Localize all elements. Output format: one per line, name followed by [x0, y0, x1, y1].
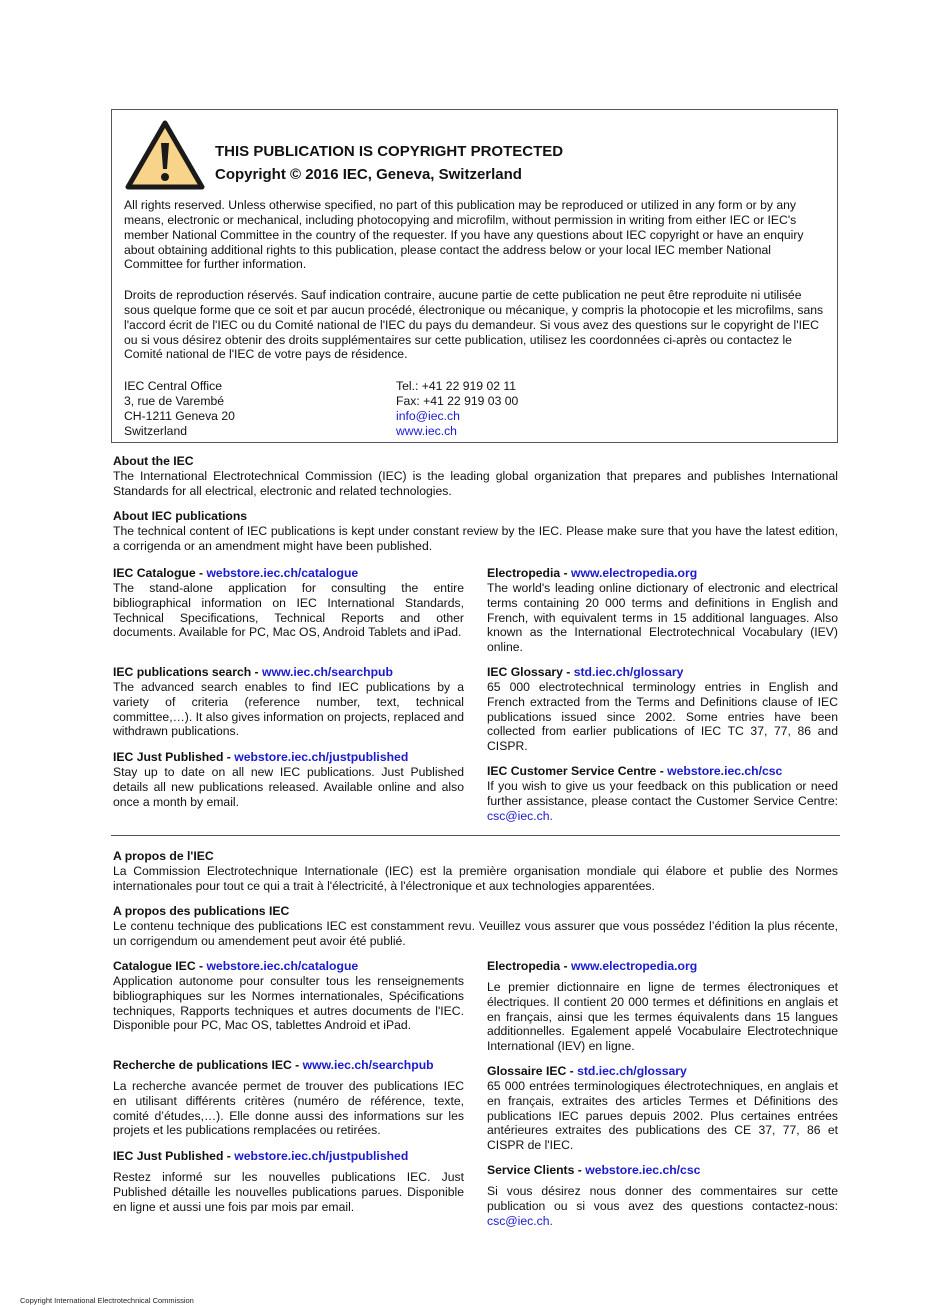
copyright-subtitle: Copyright © 2016 IEC, Geneva, Switzerland	[215, 166, 522, 183]
csc-link[interactable]: webstore.iec.ch/csc	[667, 764, 783, 778]
body: If you wish to give us your feedback on this publication or need further assistance, please contact the Customer Service Centre:	[487, 778, 838, 808]
body: The world's leading online dictionary of electronic and electrical terms containing 20 000 terms and definitions in English and French, with equivalent terms in 15 additional languages. Also known as the International Electrotechnical Vocabulary (IEV) online.	[487, 580, 838, 655]
heading: Service Clients -	[487, 1163, 586, 1177]
fr-searchpub	[113, 1058, 464, 1138]
fr-electropedia	[487, 959, 838, 1054]
copyright-text-en: All rights reserved. Unless otherwise specified, no part of this publication may be reproduced or utilized in any form or by any means, electronic or mechanical, including photocopying and microfilm, without permission in writing from either IEC or IEC's member National Committee in the country of the requester. If you have any questions about IEC copyright or have an enquiry about obtaining additional rights to this publication, please contact the address below or your local IEC member National Committee for further information.	[124, 198, 804, 272]
en-electropedia	[487, 566, 838, 655]
contact	[396, 379, 518, 438]
heading: IEC Just Published -	[113, 1149, 235, 1163]
fr-catalogue	[113, 959, 464, 1033]
body: Si vous désirez nous donner des commentaires sur cette publication ou si vous avez des questions contactez-nous:	[487, 1183, 838, 1213]
heading: Catalogue IEC -	[113, 959, 207, 973]
fax: Fax: +41 22 919 03 00	[396, 393, 519, 408]
footer-copyright: Copyright International Electrotechnical Commission	[20, 1296, 194, 1305]
fr-glossary	[487, 1064, 838, 1153]
heading: Electropedia -	[487, 566, 571, 580]
heading: IEC publications search -	[113, 665, 262, 679]
email-link[interactable]: info@iec.ch	[396, 408, 460, 423]
body: Application autonome pour consulter tous les renseignements bibliographiques sur les Normes internationales, Spécifications techniques, Rapports techniques et autres documents de l'IEC. Disponible pour PC, Mac OS, tablettes Android et iPad.	[113, 973, 464, 1033]
catalogue-link[interactable]: webstore.iec.ch/catalogue	[206, 959, 359, 973]
heading: IEC Customer Service Centre -	[487, 764, 668, 778]
body: Restez informé sur les nouvelles publications IEC. Just Published détaille les nouvelles publications parues. Disponible en ligne et aussi une fois par mois par email.	[113, 1169, 464, 1214]
body: 65 000 electrotechnical terminology entries in English and French extracted from the Terms and Definitions clause of IEC publications issued since 2002. Some entries have been collected from earlier publications of IEC TC 37, 77, 86 and CISPR.	[487, 679, 838, 754]
en-csc	[487, 764, 838, 823]
justpublished-link[interactable]: webstore.iec.ch/justpublished	[234, 750, 409, 764]
about-pubs-body: The technical content of IEC publications is kept under constant review by the IEC. Please make sure that you have the latest edition, a corrigenda or an amendment might have been published.	[113, 523, 838, 553]
copyright-text-fr: Droits de reproduction réservés. Sauf indication contraire, aucune partie de cette publication ne peut être reproduite ni utilisée sous quelque forme que ce soit et par aucun procédé, électronique ou mécanique, y compris la photocopie et les microfilms, sans l'accord écrit de l'IEC ou du Comité national de l'IEC du pays du demandeur. Si vous avez des questions sur le copyright de l'IEC ou si vous désirez obtenir des droits supplémentaires sur cette publication, utilisez les coordonnées ci-après ou contactez le Comité national de l'IEC de votre pays de résidence.	[124, 288, 824, 362]
body: Stay up to date on all new IEC publications. Just Published details all new publications released. Available online and also once a month by email.	[113, 764, 464, 809]
body: La recherche avancée permet de trouver des publications IEC en utilisant différents critères (numéro de référence, texte, comité d’études,…). Elle donne aussi des informations sur les projets et les publications remplacées ou retirées.	[113, 1078, 464, 1138]
copyright-title: THIS PUBLICATION IS COPYRIGHT PROTECTED	[215, 143, 564, 160]
about-iec-body: La Commission Electrotechnique Internationale (IEC) est la première organisation mondiale qui élabore et publie des Normes internationales pour tout ce qui a trait à l'électricité, à l'électronique et aux technologies apparentées.	[113, 863, 838, 893]
csc-email-link[interactable]: csc@iec.ch.	[487, 808, 553, 823]
heading: IEC Glossary -	[487, 665, 574, 679]
tel: Tel.: +41 22 919 02 11	[396, 379, 517, 393]
body: 65 000 entrées terminologiques électrotechniques, en anglais et en français, extraites des articles Termes et Définitions des publications IEC parues depuis 2002. Plus certaines entrées antérieures extraites des publications des CE 37, 77, 86 et CISPR de l'IEC.	[487, 1078, 838, 1153]
csc-email-link[interactable]: csc@iec.ch.	[487, 1213, 553, 1228]
heading: IEC Catalogue -	[113, 566, 207, 580]
heading: Glossaire IEC -	[487, 1064, 578, 1078]
en-glossary	[487, 665, 838, 754]
fr-csc	[487, 1163, 838, 1228]
searchpub-link[interactable]: www.iec.ch/searchpub	[262, 665, 393, 679]
en-searchpub	[113, 665, 464, 739]
web-link[interactable]: www.iec.ch	[396, 423, 457, 438]
csc-link[interactable]: webstore.iec.ch/csc	[585, 1163, 701, 1177]
justpublished-link[interactable]: webstore.iec.ch/justpublished	[234, 1149, 409, 1163]
about-pubs-title: About IEC publications	[113, 509, 248, 523]
address-line: 3, rue de Varembé	[124, 393, 225, 408]
address-line: Switzerland	[124, 423, 187, 438]
catalogue-link[interactable]: webstore.iec.ch/catalogue	[206, 566, 359, 580]
electropedia-link[interactable]: www.electropedia.org	[570, 566, 698, 580]
about-pubs-title: A propos des publications IEC	[113, 904, 290, 918]
heading: Recherche de publications IEC -	[113, 1058, 303, 1072]
body: The advanced search enables to find IEC publications by a variety of criteria (reference number, text, technical committee,…). It also gives information on projects, replaced and withdrawn publications.	[113, 679, 464, 739]
about-iec-title: A propos de l'IEC	[113, 849, 214, 863]
warning-triangle-icon	[124, 119, 206, 191]
fr-justpublished	[113, 1149, 464, 1214]
en-catalogue	[113, 566, 464, 640]
fr-about-iec-section	[113, 849, 838, 894]
address-line: IEC Central Office	[124, 379, 222, 393]
divider	[111, 835, 840, 836]
searchpub-link[interactable]: www.iec.ch/searchpub	[302, 1058, 434, 1072]
body: Le premier dictionnaire en ligne de termes électroniques et électriques. Il contient 20 000 termes et définitions en anglais et en français, ainsi que les termes équivalents dans 15 langues additionnelles. Egalement appelé Vocabulaire Electrotechnique International (IEV) en ligne.	[487, 979, 838, 1054]
glossary-link[interactable]: std.iec.ch/glossary	[573, 665, 684, 679]
heading: Electropedia -	[487, 959, 571, 973]
address	[124, 379, 235, 438]
about-iec-body: The International Electrotechnical Commission (IEC) is the leading global organization that prepares and publishes International Standards for all electrical, electronic and related technologies.	[113, 468, 838, 498]
about-pubs-section	[113, 509, 838, 554]
about-iec-section	[113, 454, 838, 499]
about-iec-title: About the IEC	[113, 454, 194, 468]
glossary-link[interactable]: std.iec.ch/glossary	[577, 1064, 687, 1078]
body: The stand-alone application for consulting the entire bibliographical information on IEC International Standards, Technical Specifications, Technical Reports and other documents. Available for PC, Mac OS, Android Tablets and iPad.	[113, 580, 464, 640]
heading: IEC Just Published -	[113, 750, 235, 764]
about-pubs-body: Le contenu technique des publications IEC est constamment revu. Veuillez vous assurer que vous possédez l’édition la plus récente, un corrigendum ou amendement peut avoir été publié.	[113, 918, 838, 948]
address-line: CH-1211 Geneva 20	[124, 408, 235, 423]
en-justpublished	[113, 750, 464, 809]
electropedia-link[interactable]: www.electropedia.org	[570, 959, 698, 973]
fr-about-pubs-section	[113, 904, 838, 949]
